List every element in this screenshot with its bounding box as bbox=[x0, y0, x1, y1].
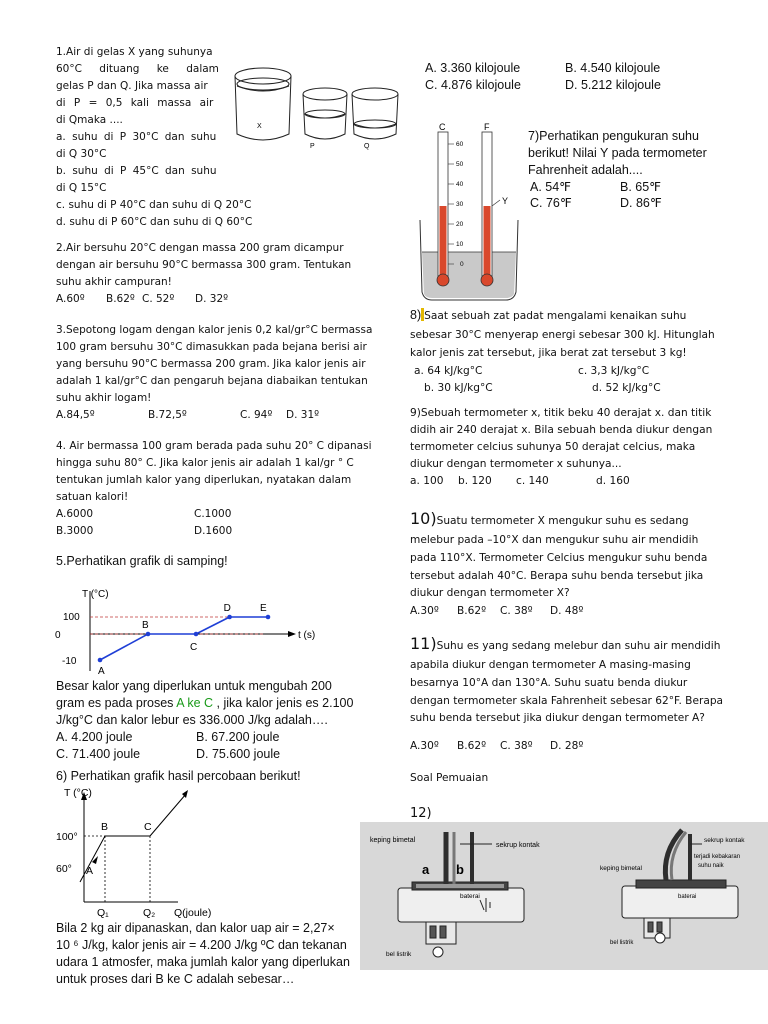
q9-option-b: b. 120 bbox=[458, 475, 492, 487]
q6-option-a: A. 3.360 kilojoule bbox=[425, 61, 521, 75]
q9-option-c: c. 140 bbox=[516, 475, 549, 487]
q5-option-d: D. 75.600 joule bbox=[196, 747, 281, 761]
q3-option-c: C. 94º bbox=[240, 409, 273, 421]
scale-tick: 10 bbox=[456, 241, 464, 248]
q11-option-d: D. 28º bbox=[550, 740, 584, 752]
thermometer-c-label: C bbox=[439, 122, 446, 132]
q10-option-c: C. 38º bbox=[500, 605, 533, 617]
glass-p-label: P bbox=[310, 143, 315, 150]
q6-line: untuk proses dari B ke C adalah sebesar… bbox=[56, 972, 295, 986]
y-tick-0: 0 bbox=[55, 630, 61, 641]
x-tick-q1: Q₁ bbox=[97, 907, 109, 919]
q8-line: sebesar 30°C menyerap energi sebesar 300 kJ. Hitunglah bbox=[410, 329, 715, 341]
q7-line: Fahrenheit adalah.... bbox=[528, 163, 643, 177]
q5-highlight: A ke C bbox=[176, 696, 214, 710]
q10-line: pada 110°X. Termometer Celcius mengukur suhu benda bbox=[410, 552, 708, 564]
q3-option-a: A.84,5º bbox=[56, 409, 95, 421]
point-label-e: E bbox=[260, 603, 267, 614]
glass-x-label: X bbox=[257, 123, 262, 130]
q8-option-d: d. 52 kJ/kg°C bbox=[592, 382, 661, 394]
q7-line: 7)Perhatikan pengukuran suhu bbox=[528, 129, 699, 143]
point-label-d: D bbox=[223, 603, 231, 614]
strip-b-label: b bbox=[456, 862, 464, 877]
q5-line: Besar kalor yang diperlukan untuk mengubah 200 bbox=[56, 679, 332, 693]
q10-option-a: A.30º bbox=[410, 605, 439, 617]
q10-option-b: B.62º bbox=[457, 605, 487, 617]
thermometer-figure bbox=[410, 120, 525, 305]
q5-option-a: A. 4.200 joule bbox=[56, 730, 133, 744]
q9-option-d: d. 160 bbox=[596, 475, 630, 487]
heating-graph-1 bbox=[50, 585, 330, 675]
q3-line: 3.Sepotong logam dengan kalor jenis 0,2 kal/gr°C bermassa bbox=[56, 324, 373, 336]
q10-number: 10) bbox=[410, 509, 437, 528]
scale-tick: 0 bbox=[460, 261, 464, 268]
q4-line: hingga suhu 80° C. Jika kalor jenis air adalah 1 kal/gr ° C bbox=[56, 457, 354, 469]
q10-line: tersebut adalah 40°C. Berapa suhu benda tersebut jika bbox=[410, 570, 704, 582]
point-label-a: A bbox=[98, 666, 105, 675]
scale-tick: 50 bbox=[456, 161, 464, 168]
q11-line: 11)Suhu es yang sedang melebur dan suhu air mendidih bbox=[410, 634, 721, 653]
q11-option-c: C. 38º bbox=[500, 740, 533, 752]
q4-option-b: B.3000 bbox=[56, 525, 94, 537]
data-point-b bbox=[146, 632, 151, 637]
series-segment bbox=[196, 617, 230, 634]
q6-option-c: C. 4.876 kilojoule bbox=[425, 78, 521, 92]
data-point-e bbox=[266, 615, 271, 620]
q12-number: 12) bbox=[410, 806, 432, 821]
x-axis-label: t (s) bbox=[298, 630, 316, 641]
q4-line: 4. Air bermassa 100 gram berada pada suhu 20° C dipanasi bbox=[56, 440, 372, 452]
q1-option-cont: di Q 30°C bbox=[56, 148, 107, 160]
q1-option: d. suhu di P 60°C dan suhu di Q 60°C bbox=[56, 216, 253, 228]
q2-line: 2.Air bersuhu 20°C dengan massa 200 gram dicampur bbox=[56, 242, 344, 254]
question-5-title: 5.Perhatikan grafik di samping! bbox=[56, 554, 228, 568]
q4-option-d: D.1600 bbox=[194, 525, 233, 537]
q7-option-d: D. 86℉ bbox=[620, 196, 662, 210]
glass-q-label: Q bbox=[364, 143, 370, 150]
point-label-b: B bbox=[101, 821, 109, 833]
question-6-title: 6) Perhatikan grafik hasil percobaan berikut! bbox=[56, 769, 301, 783]
series-segment bbox=[100, 634, 148, 660]
q2-option-a: A.60º bbox=[56, 293, 85, 305]
scale-tick: 40 bbox=[456, 181, 464, 188]
q1-line: 1.Air di gelas X yang suhunya bbox=[56, 46, 213, 58]
right-keping-label: keping bimetal bbox=[600, 865, 642, 872]
q11-option-a: A.30º bbox=[410, 740, 439, 752]
q5-option-c: C. 71.400 joule bbox=[56, 747, 141, 761]
y-tick-100: 100° bbox=[56, 831, 78, 843]
q8-line: kalor jenis zat tersebut, jika berat zat tersebut 3 kg! bbox=[410, 347, 687, 359]
q11-line: suhu benda tersebut jika diukur dengan termometer A? bbox=[410, 712, 705, 724]
q7-option-a: A. 54℉ bbox=[530, 180, 572, 194]
glasses-figure bbox=[228, 62, 408, 154]
q1-option: a. suhu di P 30°C dan suhu bbox=[56, 131, 217, 143]
q7-option-b: B. 65℉ bbox=[620, 180, 662, 194]
q11-line: besarnya 10°A dan 130°A. Suhu suatu benda diukur bbox=[410, 677, 688, 689]
y-axis-label: T (°C) bbox=[82, 589, 109, 600]
x-axis-label: Q(joule) bbox=[174, 907, 212, 919]
q1-line: di Qmaka .... bbox=[56, 114, 123, 126]
q9-line: didih air 240 derajat x. Bila sebuah benda diukur dengan bbox=[410, 424, 713, 436]
thermometer-y-label: Y bbox=[502, 196, 509, 206]
series-arrow-ab bbox=[92, 856, 98, 864]
q8-option-a: a. 64 kJ/kg°C bbox=[414, 365, 483, 377]
q3-line: adalah 1 kal/gr°C dan pengaruh bejana diabaikan tentukan bbox=[56, 375, 368, 387]
q4-option-a: A.6000 bbox=[56, 508, 94, 520]
bimetal-alarm-figure bbox=[360, 822, 768, 970]
strip-a-label: a bbox=[422, 862, 430, 877]
series-segment-after-c bbox=[150, 794, 186, 836]
right-sekrup-label: sekrup kontak bbox=[704, 837, 745, 844]
right-baterai-label: baterai bbox=[678, 894, 697, 900]
q6-option-b: B. 4.540 kilojoule bbox=[565, 61, 661, 75]
right-event-label-2: suhu naik bbox=[698, 863, 724, 869]
data-point-c bbox=[194, 632, 199, 637]
q4-option-c: C.1000 bbox=[194, 508, 232, 520]
left-baterai-label: baterai bbox=[460, 893, 480, 900]
point-label-c: C bbox=[190, 642, 198, 653]
q7-line: berikut! Nilai Y pada termometer bbox=[528, 146, 707, 160]
q1-option-cont: di Q 15°C bbox=[56, 182, 107, 194]
q8-line: 8) Saat sebuah zat padat mengalami kenaikan suhu bbox=[410, 308, 687, 322]
thermometer-f-label: F bbox=[484, 122, 490, 132]
q10-line: diukur dengan termometer X? bbox=[410, 587, 570, 599]
q7-option-c: C. 76℉ bbox=[530, 196, 572, 210]
q6-line: Bila 2 kg air dipanaskan, dan kalor uap air = 2,27× bbox=[56, 921, 335, 935]
q4-line: satuan kalori! bbox=[56, 491, 129, 503]
q3-option-d: D. 31º bbox=[286, 409, 320, 421]
x-tick-q2: Q₂ bbox=[143, 907, 156, 919]
q9-line: termometer celcius suhunya 50 derajat celcius, maka bbox=[410, 441, 696, 453]
q3-line: yang bersuhu 90°C bermassa 200 gram. Jika kalor jenis air bbox=[56, 358, 366, 370]
q3-option-b: B.72,5º bbox=[148, 409, 187, 421]
q10-option-d: D. 48º bbox=[550, 605, 584, 617]
q6-line: udara 1 atmosfer, maka jumlah kalor yang diperlukan bbox=[56, 955, 350, 969]
q8-option-c: c. 3,3 kJ/kg°C bbox=[578, 365, 650, 377]
q11-option-b: B.62º bbox=[457, 740, 487, 752]
series-arrow bbox=[182, 790, 188, 798]
q11-line: apabila diukur dengan termometer A masing-masing bbox=[410, 659, 691, 671]
q1-option: c. suhu di P 40°C dan suhu di Q 20°C bbox=[56, 199, 252, 211]
q9-line: 9)Sebuah termometer x, titik beku 40 derajat x. dan titik bbox=[410, 407, 712, 419]
section-title: Soal Pemuaian bbox=[410, 772, 489, 784]
x-axis-arrow bbox=[288, 631, 296, 637]
q1-line: gelas P dan Q. Jika massa air bbox=[56, 80, 208, 92]
point-label-c: C bbox=[144, 821, 152, 833]
q6-line: 10 ⁶ J/kg, kalor jenis air = 4.200 J/kg ºC dan tekanan bbox=[56, 938, 347, 952]
data-point-d bbox=[227, 615, 232, 620]
q2-option-d: D. 32º bbox=[195, 293, 229, 305]
q3-line: suhu akhir logam! bbox=[56, 392, 152, 404]
q1-line: di P = 0,5 kali massa air bbox=[56, 97, 214, 109]
q11-number: 11) bbox=[410, 634, 437, 653]
q2-line: dengan air bersuhu 90°C bermassa 300 gram. Tentukan bbox=[56, 259, 352, 271]
q5-line: J/kg°C dan kalor lebur es 336.000 J/kg adalah…. bbox=[56, 713, 328, 727]
q11-line: dengan termometer skala Fahrenheit sebesar 62°F. Berapa bbox=[410, 695, 724, 707]
q8-option-b: b. 30 kJ/kg°C bbox=[424, 382, 493, 394]
data-point-a bbox=[98, 658, 103, 663]
point-label-b: B bbox=[142, 620, 149, 631]
heating-graph-2 bbox=[50, 782, 260, 920]
point-label-a: A bbox=[86, 865, 94, 877]
q3-line: 100 gram bersuhu 30°C dimasukkan pada bejana berisi air bbox=[56, 341, 367, 353]
right-bel-label: bel listrik bbox=[610, 940, 634, 946]
left-sekrup-label: sekrup kontak bbox=[496, 842, 540, 849]
q5-option-b: B. 67.200 joule bbox=[196, 730, 280, 744]
q8-number: 8) bbox=[410, 308, 422, 322]
scale-tick: 60 bbox=[456, 141, 464, 148]
right-event-label: terjadi kebakaran bbox=[694, 854, 741, 860]
scale-tick: 30 bbox=[456, 201, 464, 208]
y-axis-label: T (°C) bbox=[64, 787, 92, 799]
q4-line: tentukan jumlah kalor yang diperlukan, nyatakan dalam bbox=[56, 474, 352, 486]
q2-line: suhu akhir campuran! bbox=[56, 276, 172, 288]
left-bel-label: bel listrik bbox=[386, 951, 412, 958]
q1-option: b. suhu di P 45°C dan suhu bbox=[56, 165, 217, 177]
q9-option-a: a. 100 bbox=[410, 475, 444, 487]
q5-line: gram es pada proses A ke C , jika kalor jenis es 2.100 bbox=[56, 696, 354, 710]
q10-line: melebur pada –10°X dan mengukur suhu air mendidih bbox=[410, 534, 699, 546]
y-tick-100: 100 bbox=[63, 612, 80, 623]
y-tick-minus10: -10 bbox=[62, 656, 77, 667]
q9-line: diukur dengan termometer x suhunya... bbox=[410, 458, 622, 470]
q10-line: 10)Suatu termometer X mengukur suhu es sedang bbox=[410, 509, 689, 528]
q2-option-b: B.62º bbox=[106, 293, 135, 305]
q6-option-d: D. 5.212 kilojoule bbox=[565, 78, 661, 92]
scale-tick: 20 bbox=[456, 221, 464, 228]
y-tick-60: 60° bbox=[56, 863, 72, 875]
left-keping-label: keping bimetal bbox=[370, 837, 416, 844]
q2-option-c: C. 52º bbox=[142, 293, 175, 305]
q1-line: 60°C dituang ke dalam bbox=[56, 63, 219, 75]
